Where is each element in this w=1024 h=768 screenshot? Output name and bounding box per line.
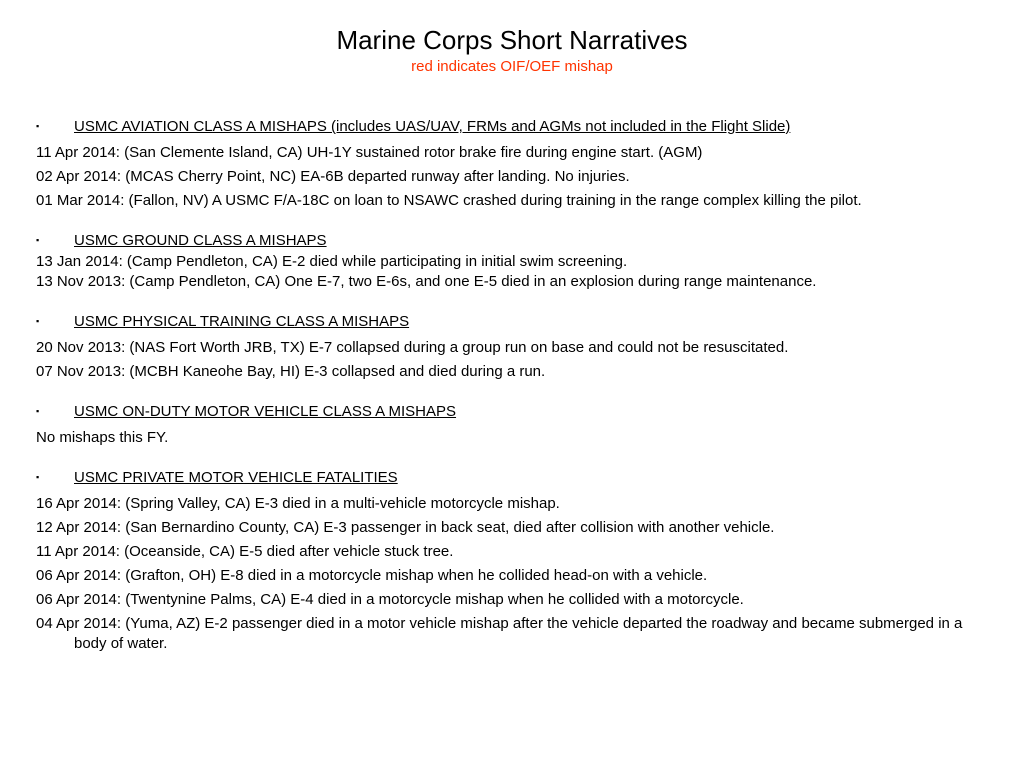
mishap-entry: 02 Apr 2014: (MCAS Cherry Point, NC) EA-6B departed runway after landing. No injuries. [36,168,630,185]
section-heading: USMC AVIATION CLASS A MISHAPS (includes UAS/UAV, FRMs and AGMs not included in the Flight Slide) [74,118,791,135]
mishap-entry: 13 Nov 2013: (Camp Pendleton, CA) One E-7, two E-6s, and one E-5 died in an explosion during range maintenance. [36,273,817,290]
mishap-entry: 07 Nov 2013: (MCBH Kaneohe Bay, HI) E-3 collapsed and died during a run. [36,363,546,380]
mishap-entry: 04 Apr 2014: (Yuma, AZ) E-2 passenger died in a motor vehicle mishap after the vehicle departed the roadway and became submerged in a body of water. [36,615,963,652]
bullet-icon: ▪ [36,235,40,245]
mishap-entry: 16 Apr 2014: (Spring Valley, CA) E-3 died in a multi-vehicle motorcycle mishap. [36,495,560,512]
section-heading: USMC GROUND CLASS A MISHAPS [74,232,327,249]
slide-title: Marine Corps Short Narratives [336,25,688,55]
title-block [0,24,1024,77]
section-heading-row [36,468,996,489]
mishap-entry: 13 Jan 2014: (Camp Pendleton, CA) E-2 died while participating in initial swim screening. [36,253,628,270]
section-heading: USMC PRIVATE MOTOR VEHICLE FATALITIES [74,469,398,486]
bullet-icon: ▪ [36,121,40,131]
mishap-entry: 20 Nov 2013: (NAS Fort Worth JRB, TX) E-7 collapsed during a group run on base and could not be resuscitated. [36,339,789,356]
bullet-icon: ▪ [36,472,40,482]
bullet-icon: ▪ [36,316,40,326]
slide-subtitle: red indicates OIF/OEF mishap [411,58,613,75]
mishap-entry: No mishaps this FY. [36,429,169,446]
mishap-entry: 06 Apr 2014: (Twentynine Palms, CA) E-4 died in a motorcycle mishap when he collided with a motorcycle. [36,591,744,608]
bullet-icon: ▪ [36,406,40,416]
section-ground [36,231,996,292]
section-aviation [36,117,996,211]
narratives-body [36,117,996,674]
section-heading-row [36,312,996,333]
section-heading: USMC ON-DUTY MOTOR VEHICLE CLASS A MISHAPS [74,403,457,420]
section-heading-row [36,117,996,138]
section-heading-row [36,231,996,252]
section-private-motor-vehicle [36,468,996,654]
section-heading: USMC PHYSICAL TRAINING CLASS A MISHAPS [74,313,410,330]
mishap-entry: 06 Apr 2014: (Grafton, OH) E-8 died in a motorcycle mishap when he collided head-on with a vehicle. [36,567,708,584]
mishap-entry: 11 Apr 2014: (San Clemente Island, CA) UH-1Y sustained rotor brake fire during engine start. (AGM) [36,144,703,161]
mishap-entry: 12 Apr 2014: (San Bernardino County, CA) E-3 passenger in back seat, died after collision with another vehicle. [36,519,775,536]
mishap-entry: 11 Apr 2014: (Oceanside, CA) E-5 died after vehicle stuck tree. [36,543,454,560]
section-on-duty-motor-vehicle [36,402,996,448]
section-heading-row [36,402,996,423]
mishap-entry: 01 Mar 2014: (Fallon, NV) A USMC F/A-18C on loan to NSAWC crashed during training in the range complex killing the pilot. [36,192,862,209]
section-physical-training [36,312,996,382]
